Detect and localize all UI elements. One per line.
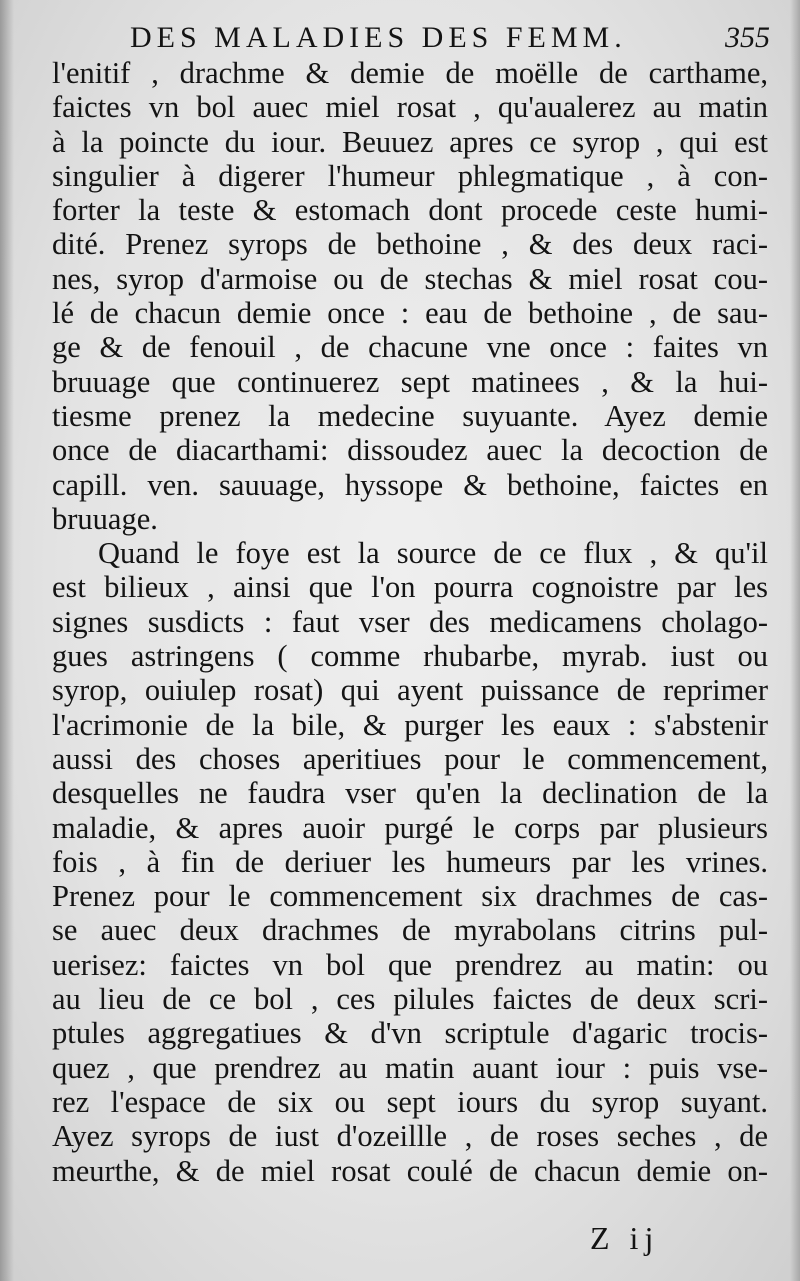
page-gutter-shadow <box>0 0 14 1281</box>
text-line: est bilieux , ainsi que l'on pourra cognoistre par les <box>52 570 768 605</box>
page-header <box>130 18 770 58</box>
text-line: lé de chacun demie once : eau de bethoine , de sau- <box>52 296 768 331</box>
page-edge-shadow <box>790 0 800 1281</box>
text-line: fois , à fin de deriuer les humeurs par les vrines. <box>52 844 768 879</box>
text-line: uerisez: faictes vn bol que prendrez au matin: ou <box>52 947 768 982</box>
text-line: bruuage que continuerez sept matinees , & la hui- <box>52 364 768 399</box>
text-line: quez , que prendrez au matin auant iour : puis vse- <box>52 1050 768 1085</box>
text-line: aussi des choses aperitiues pour le commencement, <box>52 741 768 776</box>
text-line: nes, syrop d'armoise ou de stechas & miel rosat cou- <box>52 261 768 296</box>
signature-mark: Z ij <box>590 1220 660 1256</box>
text-line: au lieu de ce bol , ces pilules faictes de deux scri- <box>52 982 768 1017</box>
text-line: maladie, & apres auoir purgé le corps par plusieurs <box>52 810 768 845</box>
text-line: gues astringens ( comme rhubarbe, myrab. iust ou <box>52 639 768 674</box>
text-line: desquelles ne faudra vser qu'en la declination de la <box>52 776 768 811</box>
text-line: once de diacarthami: dissoudez auec la decoction de <box>52 433 768 468</box>
text-line: Prenez pour le commencement six drachmes de cas- <box>52 879 768 914</box>
text-line: ptules aggregatiues & d'vn scriptule d'agaric trocis- <box>52 1016 768 1051</box>
text-line: bruuage. <box>52 501 158 536</box>
text-line: syrop, ouiulep rosat) qui ayent puissance de reprimer <box>52 673 768 708</box>
text-line: forter la teste & estomach dont procede ceste humi- <box>52 193 768 228</box>
text-line: se auec deux drachmes de myrabolans citrins pul- <box>52 913 768 948</box>
text-line: Ayez syrops de iust d'ozeillle , de roses seches , de <box>52 1119 768 1154</box>
text-line: faictes vn bol auec miel rosat , qu'aualerez au matin <box>52 90 768 125</box>
page-number: 355 <box>725 21 770 54</box>
text-line: meurthe, & de miel rosat coulé de chacun demie on- <box>52 1153 768 1188</box>
text-line: tiesme prenez la medecine suyuante. Ayez demie <box>52 398 768 433</box>
paragraph-start-line: Quand le foye est la source de ce flux , & qu'il <box>98 536 768 571</box>
text-line: l'acrimonie de la bile, & purger les eaux : s'abstenir <box>52 707 768 742</box>
text-line: ge & de fenouil , de chacune vne once : faites vn <box>52 330 768 365</box>
text-line: signes susdicts : faut vser des medicamens cholago- <box>52 604 768 639</box>
text-line: à la poincte du iour. Beuuez apres ce syrop , qui est <box>52 124 768 159</box>
text-line: singulier à digerer l'humeur phlegmatique , à con- <box>52 158 768 193</box>
running-title: DES MALADIES DES FEMM. <box>130 21 627 54</box>
text-line: l'enitif , drachme & demie de moëlle de carthame, <box>52 56 768 90</box>
text-line: dité. Prenez syrops de bethoine , & des deux raci- <box>52 227 768 262</box>
body-text <box>52 56 768 1188</box>
text-line: capill. ven. sauuage, hyssope & bethoine, faictes en <box>52 467 768 502</box>
text-line: rez l'espace de six ou sept iours du syrop suyant. <box>52 1084 768 1119</box>
